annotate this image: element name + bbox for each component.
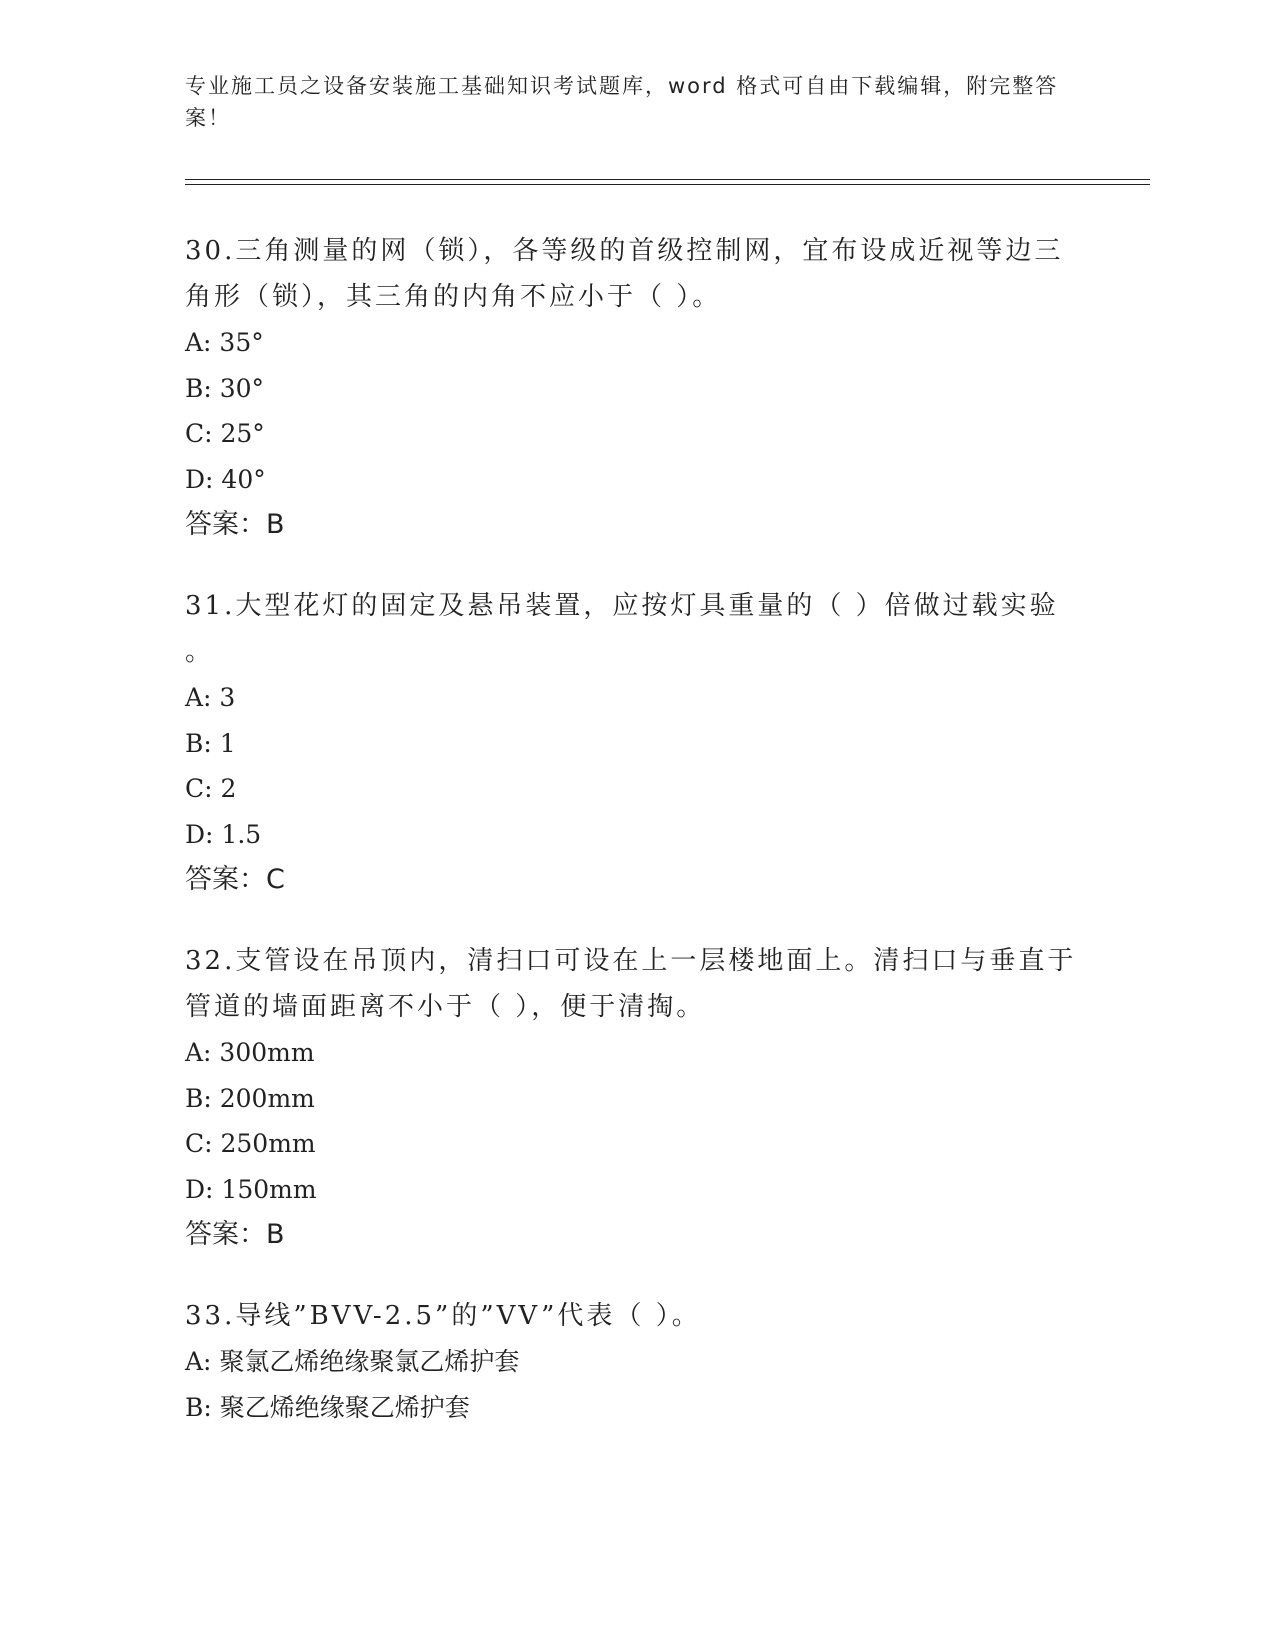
answer-line: 答案：C xyxy=(185,864,285,895)
option-d: D: 1.5 xyxy=(185,819,262,849)
question-stem-line: 32.支管设在吊顶内，清扫口可设在上一层楼地面上。清扫口与垂直于 xyxy=(185,946,1077,976)
option-d: D: 40° xyxy=(185,464,266,494)
question-stem-line: 33.导线”BVV-2.5”的”VV”代表（ ）。 xyxy=(185,1301,701,1331)
option-a: A: 35° xyxy=(185,328,264,357)
answer-line: 答案：B xyxy=(185,1219,285,1250)
header-rule-bottom xyxy=(185,184,1150,185)
option-c: C: 2 xyxy=(185,774,237,803)
option-d: D: 150mm xyxy=(185,1174,317,1204)
option-c: C: 250mm xyxy=(185,1129,316,1158)
question-32 xyxy=(185,938,1085,1258)
question-stem-line: 31.大型花灯的固定及悬吊装置，应按灯具重量的（ ）倍做过载实验 xyxy=(185,591,1059,621)
option-a: A: 300mm xyxy=(185,1038,315,1067)
question-stem-line: 。 xyxy=(185,637,215,667)
option-a: A: 3 xyxy=(185,683,236,712)
question-stem-line: 管道的墙面距离不小于（ ），便于清掏。 xyxy=(185,992,706,1022)
question-31 xyxy=(185,583,1085,903)
question-stem-line: 角形（锁），其三角的内角不应小于（ ）。 xyxy=(185,282,722,312)
answer-line: 答案：B xyxy=(185,509,285,540)
header-text: 专业施工员之设备安装施工基础知识考试题库，word 格式可自由下载编辑，附完整答案！ xyxy=(185,74,1059,130)
option-b: B: 1 xyxy=(185,728,236,758)
option-c: C: 25° xyxy=(185,419,265,448)
option-b: B: 30° xyxy=(185,373,265,403)
option-b: B: 聚乙烯绝缘聚乙烯护套 xyxy=(185,1392,470,1422)
header-rule-top xyxy=(185,179,1150,180)
option-b: B: 200mm xyxy=(185,1083,315,1113)
question-stem-line: 30.三角测量的网（锁），各等级的首级控制网，宜布设成近视等边三 xyxy=(185,236,1064,266)
question-33 xyxy=(185,1293,1085,1430)
document-header xyxy=(185,70,1075,134)
option-a: A: 聚氯乙烯绝缘聚氯乙烯护套 xyxy=(185,1347,520,1376)
question-30 xyxy=(185,228,1085,548)
